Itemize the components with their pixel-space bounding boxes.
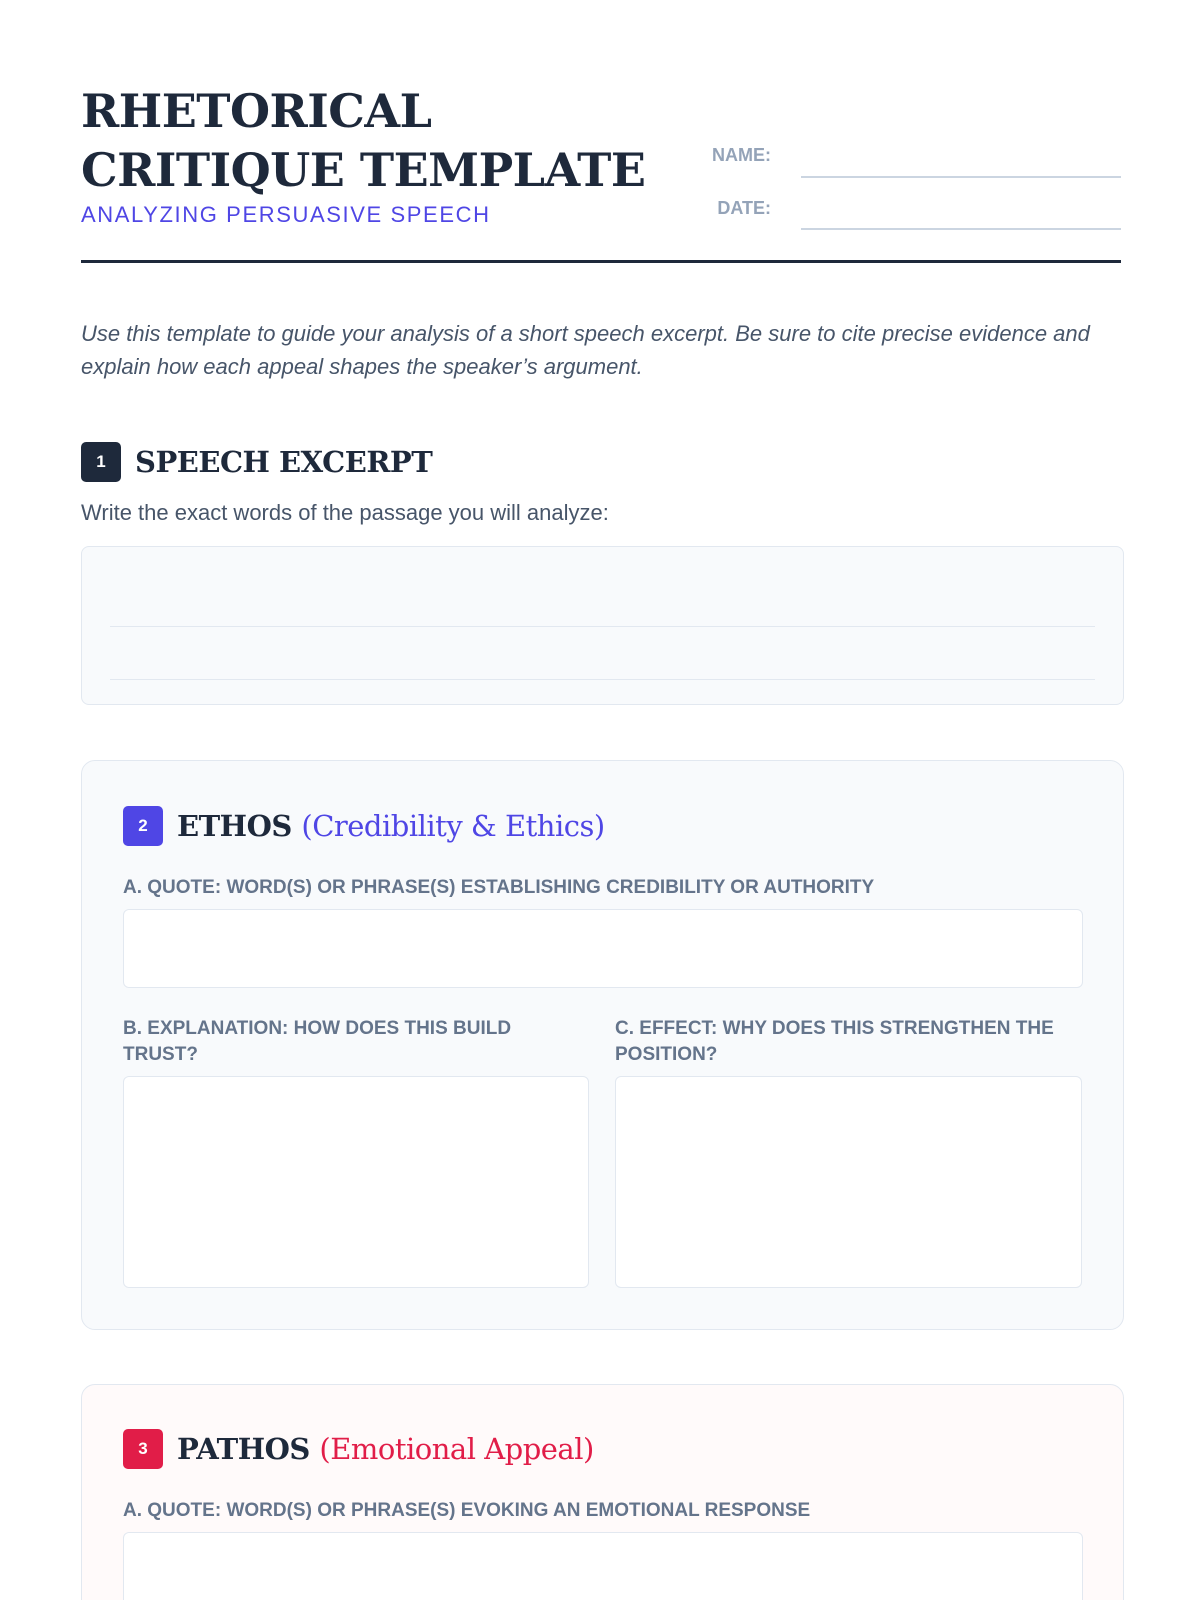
section-title: SPEECH EXCERPT bbox=[135, 445, 433, 479]
page-subtitle: ANALYZING PERSUASIVE SPEECH bbox=[81, 202, 491, 227]
section-number-badge: 3 bbox=[123, 1429, 163, 1469]
ethos-effect-input[interactable] bbox=[615, 1076, 1082, 1288]
section-title bbox=[177, 1429, 594, 1469]
section-title-sub: (Credibility & Ethics) bbox=[301, 809, 605, 843]
pathos-quote-label: A. QUOTE: WORD(S) OR PHRASE(S) EVOKING AN EMOTIONAL RESPONSE bbox=[123, 1500, 811, 1521]
section-number-badge: 1 bbox=[81, 442, 121, 482]
section-title bbox=[177, 806, 605, 846]
ethos-explanation-label: B. EXPLANATION: HOW DOES THIS BUILD TRUST? bbox=[123, 1018, 512, 1065]
name-field[interactable] bbox=[801, 176, 1121, 178]
date-field[interactable] bbox=[801, 228, 1121, 230]
section-ethos-header bbox=[123, 806, 723, 846]
date-label: DATE: bbox=[717, 198, 771, 218]
ethos-card bbox=[81, 760, 1124, 1330]
section-title-main: PATHOS bbox=[177, 1432, 310, 1466]
pathos-quote-input[interactable] bbox=[123, 1532, 1083, 1600]
section-number-badge: 2 bbox=[123, 806, 163, 846]
section-title-main: ETHOS bbox=[177, 809, 292, 843]
intro-text: Use this template to guide your analysis of a short speech excerpt. Be sure to cite precise evidence and explain how each appeal shapes the speaker’s argument. bbox=[81, 321, 1090, 379]
writing-line bbox=[110, 626, 1095, 627]
ethos-quote-input[interactable] bbox=[123, 909, 1083, 988]
page-title: RHETORICAL CRITIQUE TEMPLATE bbox=[81, 84, 646, 197]
document-header bbox=[81, 82, 1121, 264]
section-excerpt-header bbox=[81, 442, 681, 482]
section-pathos-header bbox=[123, 1429, 723, 1469]
ethos-explanation-input[interactable] bbox=[123, 1076, 589, 1288]
ethos-quote-label: A. QUOTE: WORD(S) OR PHRASE(S) ESTABLISHING CREDIBILITY OR AUTHORITY bbox=[123, 877, 875, 898]
writing-line bbox=[110, 679, 1095, 680]
name-label: NAME: bbox=[712, 145, 771, 165]
header-divider bbox=[81, 260, 1121, 263]
pathos-card bbox=[81, 1384, 1124, 1600]
ethos-effect-label: C. EFFECT: WHY DOES THIS STRENGTHEN THE POSITION? bbox=[615, 1018, 1054, 1065]
excerpt-instruction: Write the exact words of the passage you will analyze: bbox=[81, 500, 609, 525]
section-title-sub: (Emotional Appeal) bbox=[319, 1432, 594, 1466]
excerpt-input[interactable] bbox=[81, 546, 1124, 705]
